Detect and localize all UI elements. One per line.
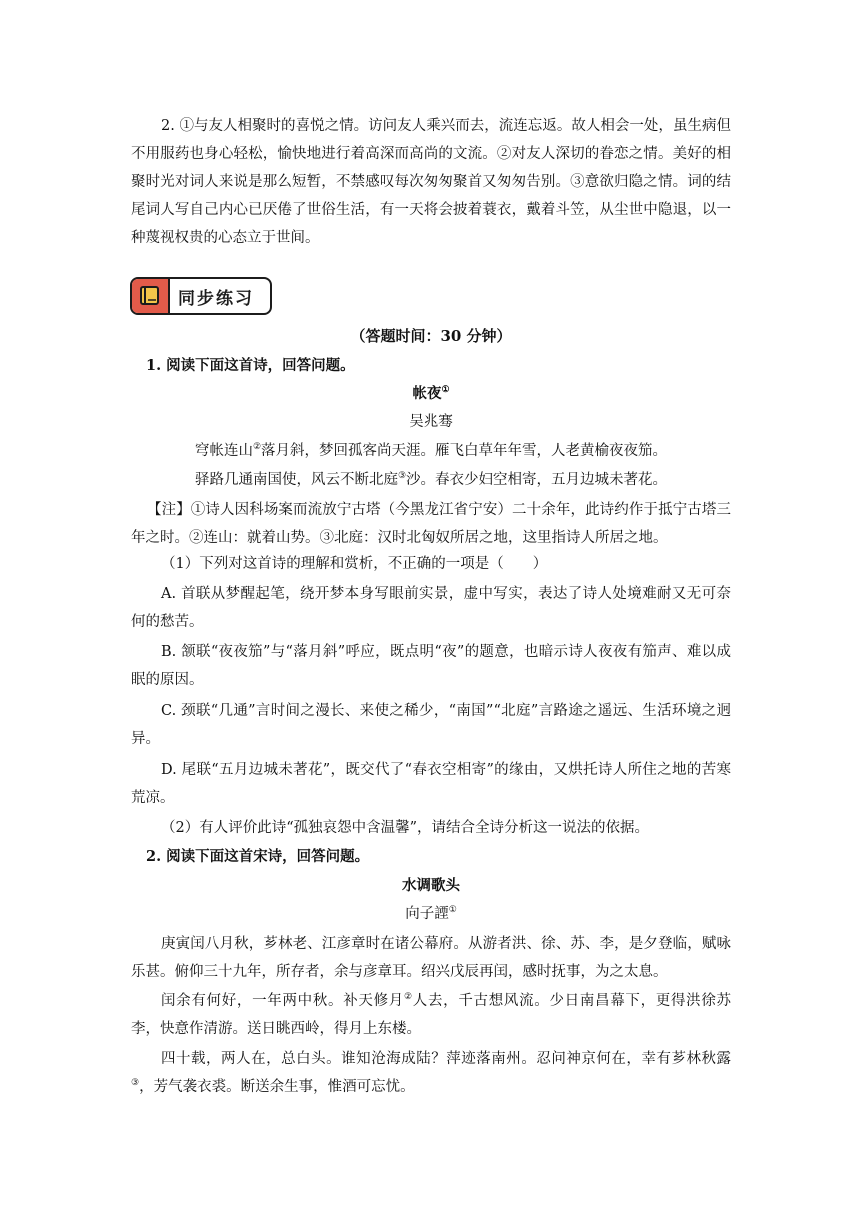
- answer-paragraph-2: 2. ①与友人相聚时的喜悦之情。访问友人乘兴而去，流连忘返。故人相会一处，虽生病但不用服药也身心轻松，愉快地进行着高深而高尚的文流。②对友人深切的眷恋之情。美好的相聚时光对词人来说是那么短暂，不禁感叹每次匆匆聚首又匆匆告别。③意欲归隐之情。词的结尾词人写自己内心已厌倦了世俗生活，有一天将会披着蓑衣，戴着斗笠，从尘世中隐退，以一种蔑视权贵的心态立于世间。: [131, 118, 731, 246]
- poem-stanza-2: [131, 1045, 731, 1101]
- sub-question-2: （2）有人评价此诗“孤独哀怨中含温馨”，请结合全诗分析这一说法的依据。: [161, 820, 650, 836]
- poem-stanza-1-note: ②: [404, 992, 413, 1003]
- poem-stanza-2-b: ，芳气袭衣裘。断送余生事，惟酒可忘忧。: [139, 1079, 415, 1095]
- poem-line-1-b: 落月斜，梦回孤客尚天涯。雁飞白草年年雪，人老黄榆夜夜笳。: [261, 443, 668, 459]
- poem-title-1: [131, 380, 731, 408]
- banner-icon-box: [132, 279, 170, 313]
- poem-line-1-note: ②: [252, 442, 262, 453]
- time-note: （答题时间：30 分钟）: [350, 327, 512, 345]
- poem-author-2: [131, 900, 731, 928]
- question-1-heading: 1. 阅读下面这首诗，回答问题。: [146, 357, 355, 374]
- section-title: 同步练习: [178, 289, 254, 309]
- poem-preface: 庚寅闰八月秋，芗林老、江彦章时在诸公幕府。从游者洪、徐、苏、李，是夕登临，赋咏乐甚。俯仰三十九年，所存者，余与彦章耳。绍兴戊辰再闰，感时抚事，为之太息。: [131, 936, 731, 980]
- poem-stanza-1: [131, 987, 731, 1043]
- poem-line-2: [131, 466, 731, 494]
- option-a: A. 首联从梦醒起笔，绕开梦本身写眼前实景，虚中写实，表达了诗人处境难耐又无可奈何的愁苦。: [131, 586, 731, 630]
- sub-question-1: （1）下列对这首诗的理解和赏析，不正确的一项是（ ）: [161, 556, 548, 572]
- poem-author-2-note: ①: [448, 905, 457, 916]
- poem-stanza-1-a: 闰余有何好，一年两中秋。补天修月: [161, 993, 404, 1009]
- poem-title-1-note: ①: [441, 385, 450, 396]
- poem-title-1-text: 帐夜: [412, 385, 442, 402]
- option-b: B. 颔联“夜夜笳”与“落月斜”呼应，既点明“夜”的题意，也暗示诗人夜夜有笳声、难以成眠的原因。: [131, 644, 731, 688]
- option-d: D. 尾联“五月边城未著花”，既交代了“春衣空相寄”的缘由，又烘托诗人所住之地的苦寒荒凉。: [131, 762, 731, 806]
- option-c: C. 颈联“几通”言时间之漫长、来使之稀少，“南国”“北庭”言路途之遥远、生活环境之迥异。: [131, 703, 731, 747]
- poem-stanza-2-note: ③: [131, 1078, 140, 1089]
- question-2-heading: 2. 阅读下面这首宋诗，回答问题。: [146, 848, 370, 865]
- section-banner: [130, 277, 272, 315]
- poem-line-2-note: ③: [397, 471, 407, 482]
- poem-stanza-1-b: 人去，千古想风流。少日南昌幕下，更得洪徐苏李，快意作清游。送日眺西岭，得月上东楼。: [131, 993, 732, 1037]
- poem-stanza-2-a: 四十载，两人在，总白头。谁知沧海成陆？萍迹落南州。忍问神京何在，幸有芗林秋露: [161, 1051, 731, 1067]
- book-icon: [139, 285, 161, 307]
- poem-title-2: 水调歌头: [402, 877, 460, 894]
- poem-line-1-a: 穹帐连山: [194, 443, 253, 459]
- poem-line-2-b: 沙。春衣少妇空相寄，五月边城未著花。: [406, 472, 668, 488]
- poem-author-1: 吴兆骞: [409, 414, 453, 430]
- poem-line-1: [131, 437, 731, 465]
- poem-line-2-a: 驿路几通南国使，风云不断北庭: [194, 472, 398, 488]
- annotation-1: 【注】①诗人因科场案而流放宁古塔（今黑龙江省宁安）二十余年，此诗约作于抵宁古塔三年之时。②连山：就着山势。③北庭：汉时北匈奴所居之地，这里指诗人所居之地。: [131, 502, 731, 546]
- poem-author-2-text: 向子諲: [405, 906, 449, 922]
